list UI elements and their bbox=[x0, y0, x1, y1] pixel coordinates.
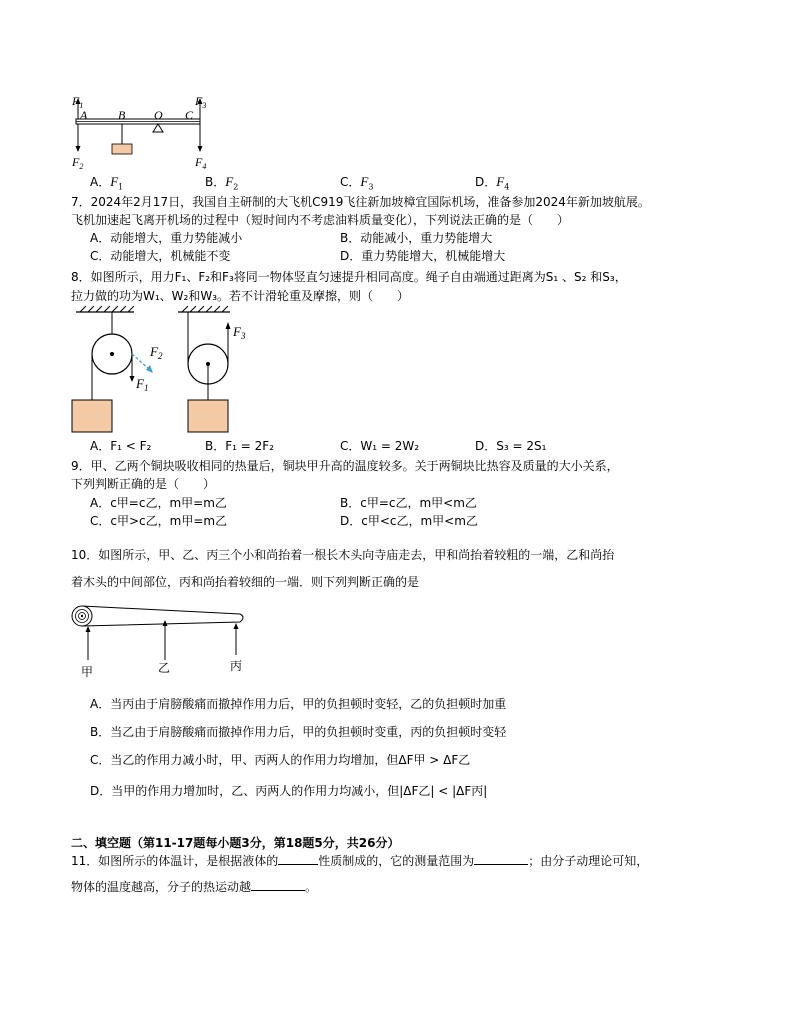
q9-option-b[interactable]: B．c甲=c乙，m甲<m乙 bbox=[340, 496, 477, 510]
q7-option-a[interactable]: A．动能增大，重力势能减小 bbox=[90, 231, 243, 245]
q10-option-a[interactable]: A．当丙由于肩膀酸痛而撤掉作用力后，甲的负担顿时变轻，乙的负担顿时加重 bbox=[90, 697, 507, 711]
label-f1: $F_1$ bbox=[72, 94, 84, 110]
label-f3: $F_3$ bbox=[233, 324, 246, 341]
q11-blank-3[interactable] bbox=[251, 878, 305, 891]
label-c: C bbox=[185, 108, 194, 122]
label-f4: $F_4$ bbox=[195, 155, 207, 170]
q8-option-c[interactable]: C．W₁ = 2W₂ bbox=[340, 439, 420, 453]
q8-stem-line2: 拉力做的功为W₁、W₂和W₃。若不计滑轮重及摩擦，则（ ） bbox=[71, 289, 410, 303]
left-block bbox=[72, 400, 112, 432]
q8-stem-line1: 8．如图所示，用力F₁、F₂和F₃将同一物体竖直匀速提升相同高度。绳子自由端通过距离为S₁ 、S₂ 和S₃， bbox=[71, 270, 627, 284]
label-o: O bbox=[154, 108, 163, 122]
q8-option-b[interactable]: B．F₁ = 2F₂ bbox=[205, 439, 274, 453]
label-a: A bbox=[80, 108, 88, 122]
q7-stem-line1: 7．2024年2月17日，我国自主研制的大飞机C919飞往新加坡樟宜国际机场，准备参加2024年新加坡航展。 bbox=[71, 195, 650, 209]
q11-line2: 物体的温度越高，分子的热运动越 。 bbox=[71, 880, 318, 894]
q6-option-b[interactable]: B．$F_2$ bbox=[205, 174, 239, 192]
q6-option-a[interactable]: A．$F_1$ bbox=[90, 174, 124, 192]
lever-figure bbox=[70, 88, 220, 170]
q10-stem-line2: 着木头的中间部位，丙和尚抬着较细的一端．则下列判断正确的是 bbox=[71, 575, 420, 589]
label-yi: 乙 bbox=[158, 661, 171, 675]
q10-option-d[interactable]: D．当甲的作用力增加时，乙、丙两人的作用力均减小，但|ΔF乙| < |ΔF丙| bbox=[90, 784, 488, 798]
pulley-figure bbox=[70, 306, 270, 436]
label-f2: $F_2$ bbox=[72, 155, 84, 170]
label-f3: $F_3$ bbox=[195, 94, 207, 110]
q7-stem-line2: 飞机加速起飞离开机场的过程中（短时间内不考虑油料质量变化），下列说法正确的是（ ） bbox=[71, 213, 570, 227]
log-figure bbox=[70, 600, 260, 680]
q9-stem-line2: 下列判断正确的是（ ） bbox=[71, 477, 216, 491]
f2-arrow bbox=[132, 354, 150, 370]
q11-blank-1[interactable] bbox=[278, 852, 318, 865]
section2-heading: 二、填空题（第11-17题每小题3分，第18题5分，共26分） bbox=[71, 836, 400, 850]
label-jia: 甲 bbox=[81, 665, 94, 679]
label-b: B bbox=[118, 108, 126, 122]
label-f2: $F_2$ bbox=[150, 344, 163, 361]
q11-blank-2[interactable] bbox=[474, 852, 528, 865]
q7-option-b[interactable]: B．动能减小，重力势能增大 bbox=[340, 231, 493, 245]
q10-option-c[interactable]: C．当乙的作用力减小时，甲、丙两人的作用力均增加，但ΔF甲 > ΔF乙 bbox=[90, 753, 471, 767]
right-block bbox=[188, 400, 228, 432]
q9-stem-line1: 9．甲、乙两个铜块吸收相同的热量后，铜块甲升高的温度较多。关于两铜块比热容及质量的大小关系， bbox=[71, 459, 619, 473]
q6-option-d[interactable]: D．$F_4$ bbox=[475, 174, 510, 192]
q10-stem-line1: 10．如图所示，甲、乙、丙三个小和尚抬着一根长木头向寺庙走去，甲和尚抬着较粗的一端，乙和尚抬 bbox=[71, 548, 615, 562]
label-f1: $F_1$ bbox=[136, 376, 149, 393]
q7-option-d[interactable]: D．重力势能增大，机械能增大 bbox=[340, 249, 506, 263]
fulcrum-triangle bbox=[153, 124, 163, 132]
log-body bbox=[82, 606, 243, 626]
q9-option-d[interactable]: D．c甲<c乙，m甲<m乙 bbox=[340, 514, 478, 528]
q8-option-d[interactable]: D．S₃ = 2S₁ bbox=[475, 439, 547, 453]
q9-option-a[interactable]: A．c甲=c乙，m甲=m乙 bbox=[90, 496, 227, 510]
q6-option-c[interactable]: C．$F_3$ bbox=[340, 174, 374, 192]
q10-option-b[interactable]: B．当乙由于肩膀酸痛而撤掉作用力后，甲的负担顿时变重，丙的负担顿时变轻 bbox=[90, 725, 507, 739]
q9-option-c[interactable]: C．c甲>c乙，m甲=m乙 bbox=[90, 514, 228, 528]
label-bing: 丙 bbox=[230, 659, 243, 673]
q8-option-a[interactable]: A．F₁ < F₂ bbox=[90, 439, 152, 453]
q11-line1: 11．如图所示的体温计，是根据液体的 性质制成的，它的测量范围为 ；由分子动理论可知， bbox=[71, 854, 649, 868]
q7-option-c[interactable]: C．动能增大，机械能不变 bbox=[90, 249, 231, 263]
weight-block bbox=[112, 144, 132, 154]
